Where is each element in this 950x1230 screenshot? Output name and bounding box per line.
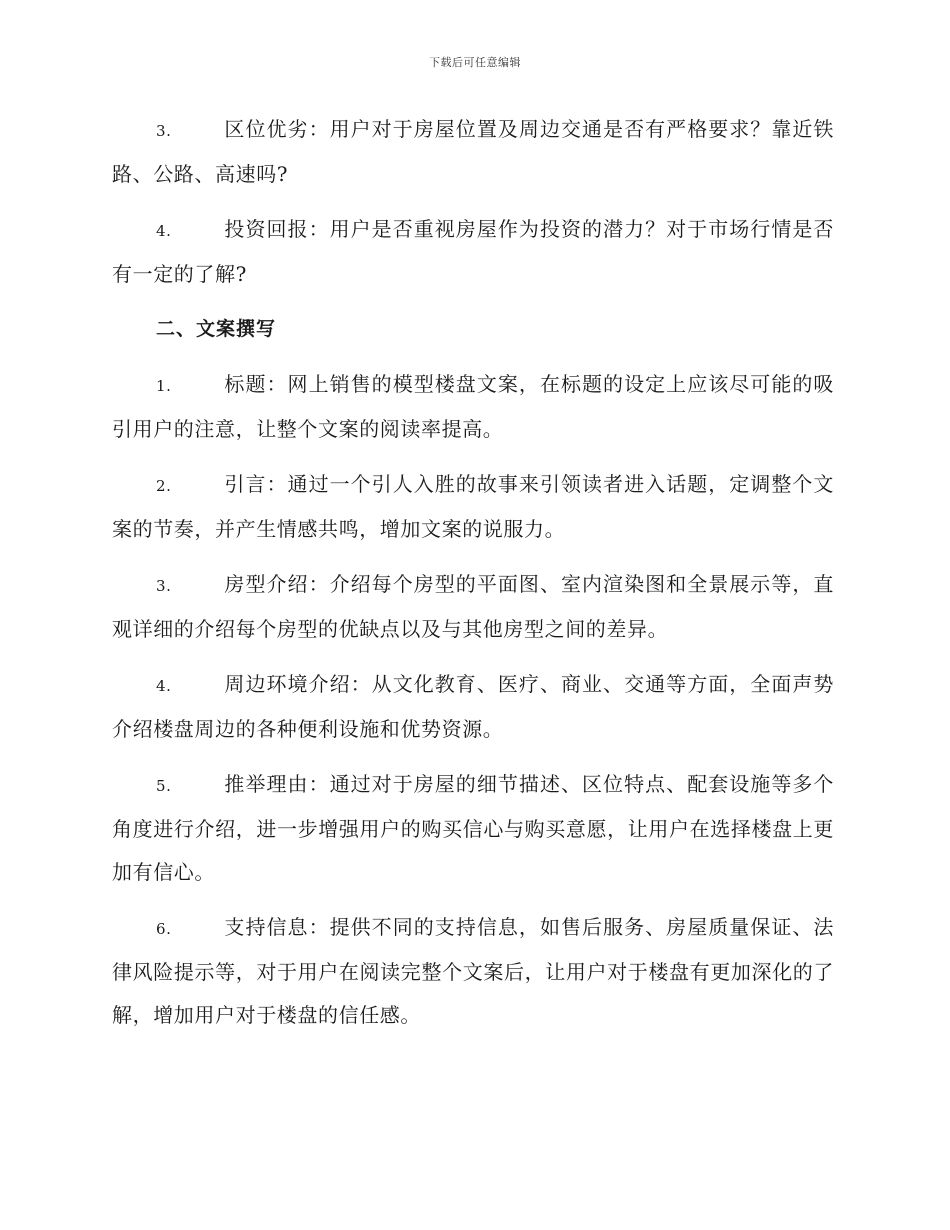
list-item-text: 房型介绍：介绍每个房型的平面图、室内渲染图和全景展示等，直观详细的介绍每个房型的优缺点以及与其他房型之间的差异。 [112,572,834,641]
list-item-number: 1. [156,377,172,395]
list-item-number: 3. [156,122,172,140]
document-body [112,108,834,1049]
page-header: 下载后可任意编辑 [429,56,521,69]
list-item-text: 推举理由：通过对于房屋的细节描述、区位特点、配套设施等多个角度进行介绍，进一步增强用户的购买信心与购买意愿，让用户在选择楼盘上更加有信心。 [112,772,834,884]
list-item [112,763,834,894]
list-item-text: 周边环境介绍：从文化教育、医疗、商业、交通等方面，全面声势介绍楼盘周边的各种便利设施和优势资源。 [112,672,834,741]
list-item [112,463,834,551]
list-item [112,563,834,651]
list-item-text: 投资回报：用户是否重视房屋作为投资的潜力？对于市场行情是否有一定的了解? [112,217,834,286]
list-item-number: 6. [156,920,172,938]
list-item-text: 区位优劣：用户对于房屋位置及周边交通是否有严格要求？靠近铁路、公路、高速吗? [112,117,834,186]
list-item [112,208,834,296]
list-item [112,906,834,1037]
list-item [112,663,834,751]
list-item [112,363,834,451]
list-item-text: 标题：网上销售的模型楼盘文案，在标题的设定上应该尽可能的吸引用户的注意，让整个文案的阅读率提高。 [112,372,834,441]
list-item-number: 4. [156,222,172,240]
list-item-number: 2. [156,477,172,495]
list-item-number: 4. [156,677,172,695]
section-heading: 二、文案撰写 [156,318,277,340]
list-item-text: 支持信息：提供不同的支持信息，如售后服务、房屋质量保证、法律风险提示等，对于用户在阅读完整个文案后，让用户对于楼盘有更加深化的了解，增加用户对于楼盘的信任感。 [112,915,834,1027]
list-item-number: 5. [156,777,172,795]
list-item-number: 3. [156,577,172,595]
list-item [112,108,834,196]
list-item-text: 引言：通过一个引人入胜的故事来引领读者进入话题，定调整个文案的节奏，并产生情感共鸣，增加文案的说服力。 [112,472,834,541]
